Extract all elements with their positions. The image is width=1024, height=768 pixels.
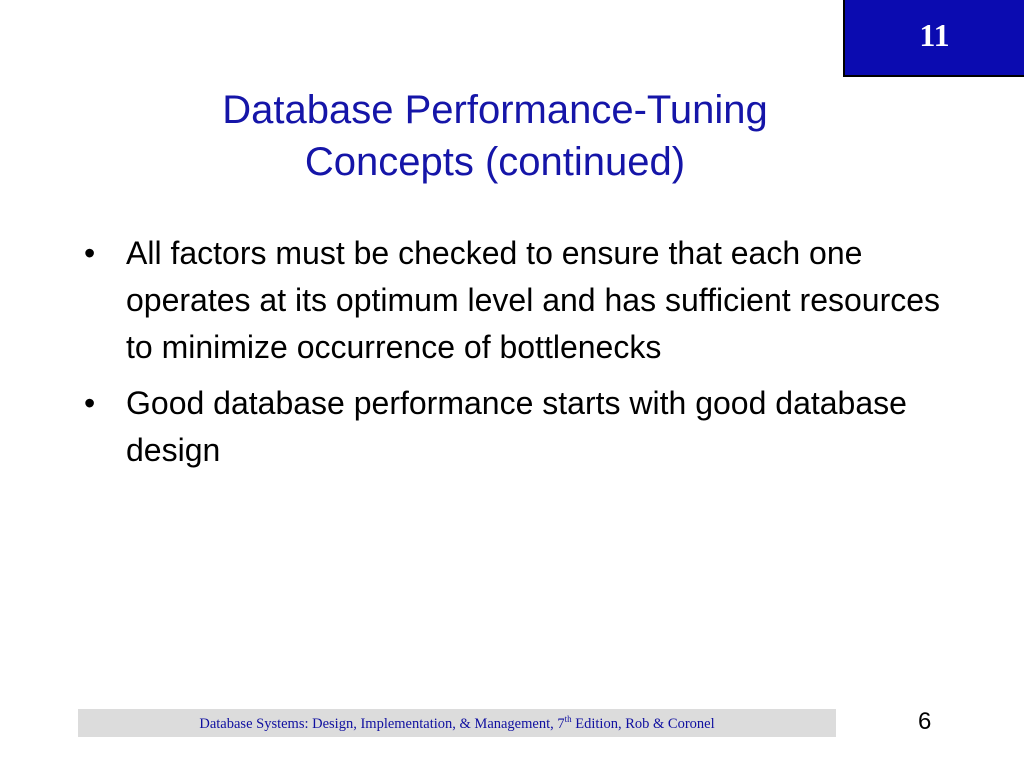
bullet-text: All factors must be checked to ensure that each one operates at its optimum level and has sufficient resources to minimize occurrence of bottlenecks — [126, 235, 941, 365]
bullet-item — [84, 230, 954, 371]
slide-title-line-2: Concepts (continued) — [304, 140, 686, 184]
bullet-marker: • — [84, 235, 96, 271]
bullet-marker: • — [84, 385, 96, 421]
footer-text-start: Database Systems: Design, Implementation, & Management, 7 — [199, 715, 565, 732]
bullet-text: Good database performance starts with good database design — [126, 385, 907, 468]
slide-title-line-1: Database Performance-Tuning — [222, 88, 768, 132]
slide-title — [150, 84, 840, 188]
page-number: 6 — [918, 708, 932, 735]
footer-superscript: th — [564, 713, 572, 724]
chapter-number: 11 — [919, 17, 950, 53]
footer-bar — [78, 709, 836, 737]
bullet-item — [84, 380, 954, 474]
footer-text-end: Edition, Rob & Coronel — [571, 715, 715, 732]
footer-citation — [199, 714, 714, 733]
bullet-list — [84, 230, 954, 483]
chapter-number-badge — [843, 0, 1024, 77]
